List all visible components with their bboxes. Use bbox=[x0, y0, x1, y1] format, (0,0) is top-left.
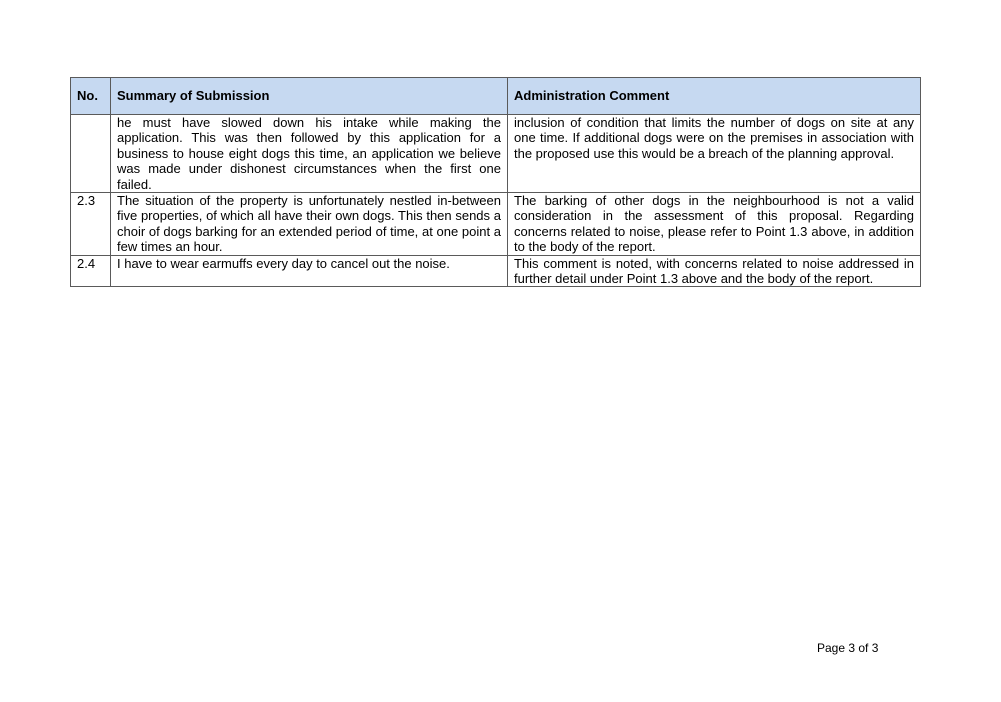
table-header-row bbox=[71, 78, 921, 115]
header-no: No. bbox=[71, 78, 111, 115]
row-number bbox=[71, 115, 111, 193]
row-summary: The situation of the property is unfortunately nestled in-between five properties, of which all have their own dogs. This then sends a choir of dogs barking for an extended period of time, at one point a few times an hour. bbox=[111, 193, 508, 256]
submissions-table bbox=[70, 77, 921, 287]
row-admin-comment: inclusion of condition that limits the number of dogs on site at any one time. If additional dogs were on the premises in association with the proposed use this would be a breach of the planning approval. bbox=[508, 115, 921, 193]
row-summary: I have to wear earmuffs every day to cancel out the noise. bbox=[111, 255, 508, 287]
row-summary: he must have slowed down his intake while making the application. This was then followed by this application for a business to house eight dogs this time, an application we believe was made under dishonest circumstances when the first one failed. bbox=[111, 115, 508, 193]
page-number: Page 3 of 3 bbox=[817, 641, 879, 655]
row-admin-comment: The barking of other dogs in the neighbourhood is not a valid consideration in the assessment of this proposal. Regarding concerns related to noise, please refer to Point 1.3 above, in addition to the body of the report. bbox=[508, 193, 921, 256]
table-row bbox=[71, 255, 921, 287]
header-summary: Summary of Submission bbox=[111, 78, 508, 115]
row-number: 2.4 bbox=[71, 255, 111, 287]
header-admin-comment: Administration Comment bbox=[508, 78, 921, 115]
table-row bbox=[71, 193, 921, 256]
row-number: 2.3 bbox=[71, 193, 111, 256]
row-admin-comment: This comment is noted, with concerns related to noise addressed in further detail under Point 1.3 above and the body of the report. bbox=[508, 255, 921, 287]
table-row bbox=[71, 115, 921, 193]
